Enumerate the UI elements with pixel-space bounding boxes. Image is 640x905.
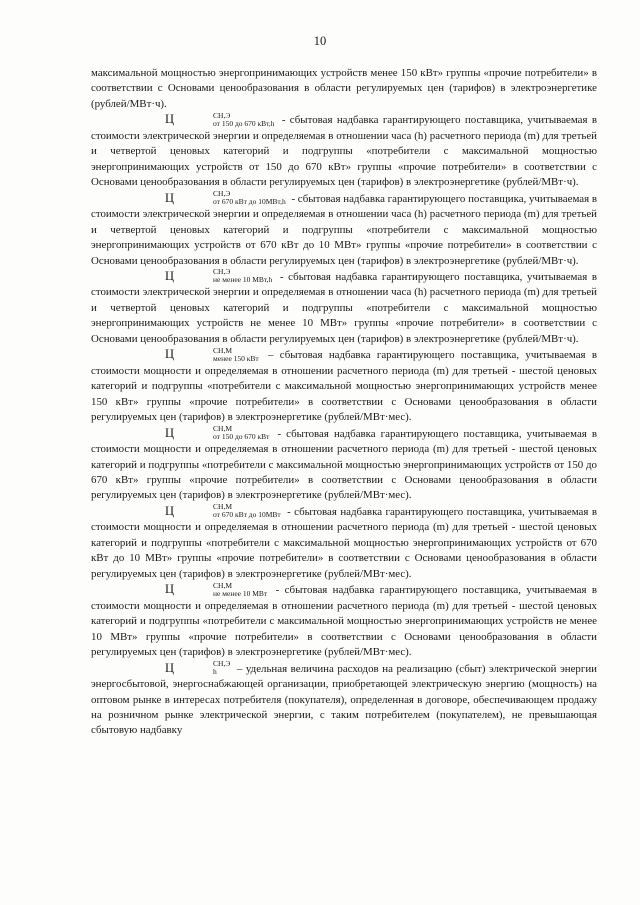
formula-superscript: СН,М (213, 502, 232, 512)
definition-text: - сбытовая надбавка гарантирующего поставщика, учитываемая в стоимости электрической энергии и определяемая в отношении часа (h) расчетного периода (m) для третьей и четвертой ценовых категорий и подгруппы «потребители с максимальной мощностью энергопринимающих устройств не менее 10 МВт» группы «прочие потребители» в соответствии с Основами ценообразования в области регулируемых цен (тарифов) в электроэнергетике (рублей/МВт·ч). (91, 270, 597, 345)
definition-text: - сбытовая надбавка гарантирующего поставщика, учитываемая в стоимости мощности и определяемая в отношении расчетного периода (m) для третьей - шестой ценовых категорий и подгруппы «потребители с максимальной мощностью энергопринимающих устройств от 150 до 670 кВт» группы «прочие потребители» в соответствии с Основами ценообразования в области регулируемых цен (тарифов) в электроэнергетике (рублей/МВт·мес). (91, 427, 597, 502)
formula-subscript: не менее 10 МВт,h (213, 275, 273, 285)
document-body (91, 66, 597, 739)
formula-superscript: СН,Э (213, 659, 231, 669)
definition-text: - сбытовая надбавка гарантирующего поставщика, учитываемая в стоимости электрической энергии и определяемая в отношении часа (h) расчетного периода (m) для третьей и четвертой ценовых категорий и подгруппы «потребители с максимальной мощностью энергопринимающих устройств от 150 до 670 кВт» группы «прочие потребители» в соответствии с Основами ценообразования в области регулируемых цен (тарифов) в электроэнергетике (рублей/МВт·ч). (91, 114, 597, 189)
formula-symbol: Ц (165, 503, 175, 518)
definition-text: - сбытовая надбавка гарантирующего поставщика, учитываемая в стоимости мощности и определяемая в отношении расчетного периода (m) для третьей - шестой ценовых категорий и подгруппы «потребители с максимальной мощностью энергопринимающих устройств от 670 кВт до 10 МВт» группы «прочие потребители» в соответствии с Основами ценообразования в области регулируемых цен (тарифов) в электроэнергетике (рублей/МВт·мес). (91, 505, 597, 580)
formula-subscript: от 670 кВт до 10МВт (213, 510, 281, 520)
definition-paragraph (91, 347, 597, 425)
definition-paragraph (91, 269, 597, 347)
definition-paragraph (91, 426, 597, 504)
definition-paragraph (91, 504, 597, 582)
formula-superscript: СН,М (213, 345, 232, 355)
formula-scripts (176, 660, 230, 676)
formula-superscript: СН,Э (213, 267, 231, 277)
definition-paragraph (91, 582, 597, 660)
formula-symbol: Ц (165, 190, 175, 205)
formula-symbol: Ц (165, 582, 175, 597)
formula-scripts (176, 190, 286, 206)
formula-symbol: Ц (165, 268, 175, 283)
formula-superscript: СН,М (213, 580, 232, 590)
formula-symbol: Ц (165, 425, 175, 440)
formula-scripts (176, 503, 281, 519)
formula-symbol: Ц (165, 347, 175, 362)
formula-superscript: СН,Э (213, 189, 231, 199)
formula-superscript: СН,Э (213, 110, 231, 120)
formula-superscript: СН,М (213, 424, 232, 434)
definition-text: – удельная величина расходов на реализацию (сбыт) электрической энергии энергосбытовой, энергоснабжающей организации, приобретающей электрическую энергию (мощность) на оптовом рынке в интересах потребителя (покупателя), определенная в договоре, обеспечивающем продажу на розничном рынке электрической энергии, с таким потребителем (покупателем), не превышающая сбытовую надбавку (91, 662, 597, 737)
formula-scripts (176, 268, 272, 284)
formula-symbol: Ц (165, 112, 175, 127)
definition-paragraph (91, 661, 597, 739)
definition-text: - сбытовая надбавка гарантирующего поставщика, учитываемая в стоимости электрической энергии и определяемая в отношении часа (h) расчетного периода (m) для третьей и четвертой ценовых категорий и подгруппы «потребители с максимальной мощностью энергопринимающих устройств от 670 кВт до 10 МВт» группы «прочие потребители» в соответствии с Основами ценообразования в области регулируемых цен (тарифов) в электроэнергетике (рублей/МВт·ч). (91, 192, 597, 267)
definition-text: – сбытовая надбавка гарантирующего поставщика, учитываемая в стоимости мощности и определяемая в отношении расчетного периода (m) для третьей - шестой ценовых категорий и подгруппы «потребители с максимальной мощностью энергопринимающих устройств менее 150 кВт» группы «прочие потребители» в соответствии с Основами ценообразования в области регулируемых цен (тарифов) в электроэнергетике (рублей/МВт·мес). (91, 349, 597, 424)
definition-text: - сбытовая надбавка гарантирующего поставщика, учитываемая в стоимости мощности и определяемая в отношении расчетного периода (m) для третьей - шестой ценовых категорий и подгруппы «потребители с максимальной мощностью энергопринимающих устройств не менее 10 МВт» группы «прочие потребители» в соответствии с Основами ценообразования в области регулируемых цен (тарифов) в электроэнергетике (рублей/МВт·мес). (91, 584, 597, 659)
formula-symbol: Ц (165, 660, 175, 675)
formula-subscript: h (213, 667, 217, 677)
formula-subscript: менее 150 кВт (213, 353, 259, 363)
definition-paragraph (91, 191, 597, 269)
formula-subscript: от 150 до 670 кВт (213, 432, 270, 442)
formula-scripts (176, 112, 274, 128)
formula-scripts (176, 582, 267, 598)
formula-subscript: от 150 до 670 кВт,h (213, 118, 275, 128)
formula-subscript: от 670 кВт до 10МВт,h (213, 197, 286, 207)
formula-scripts (176, 347, 259, 363)
definition-paragraph (91, 112, 597, 190)
intro-paragraph: максимальной мощностью энергопринимающих устройств менее 150 кВт» группы «прочие потребители» в соответствии с Основами ценообразования в области регулируемых цен (тарифов) в электроэнергетике (рублей/МВт·ч). (91, 67, 597, 110)
formula-subscript: не менее 10 МВт (213, 588, 268, 598)
formula-scripts (176, 425, 269, 441)
page-number: 10 (313, 34, 327, 48)
